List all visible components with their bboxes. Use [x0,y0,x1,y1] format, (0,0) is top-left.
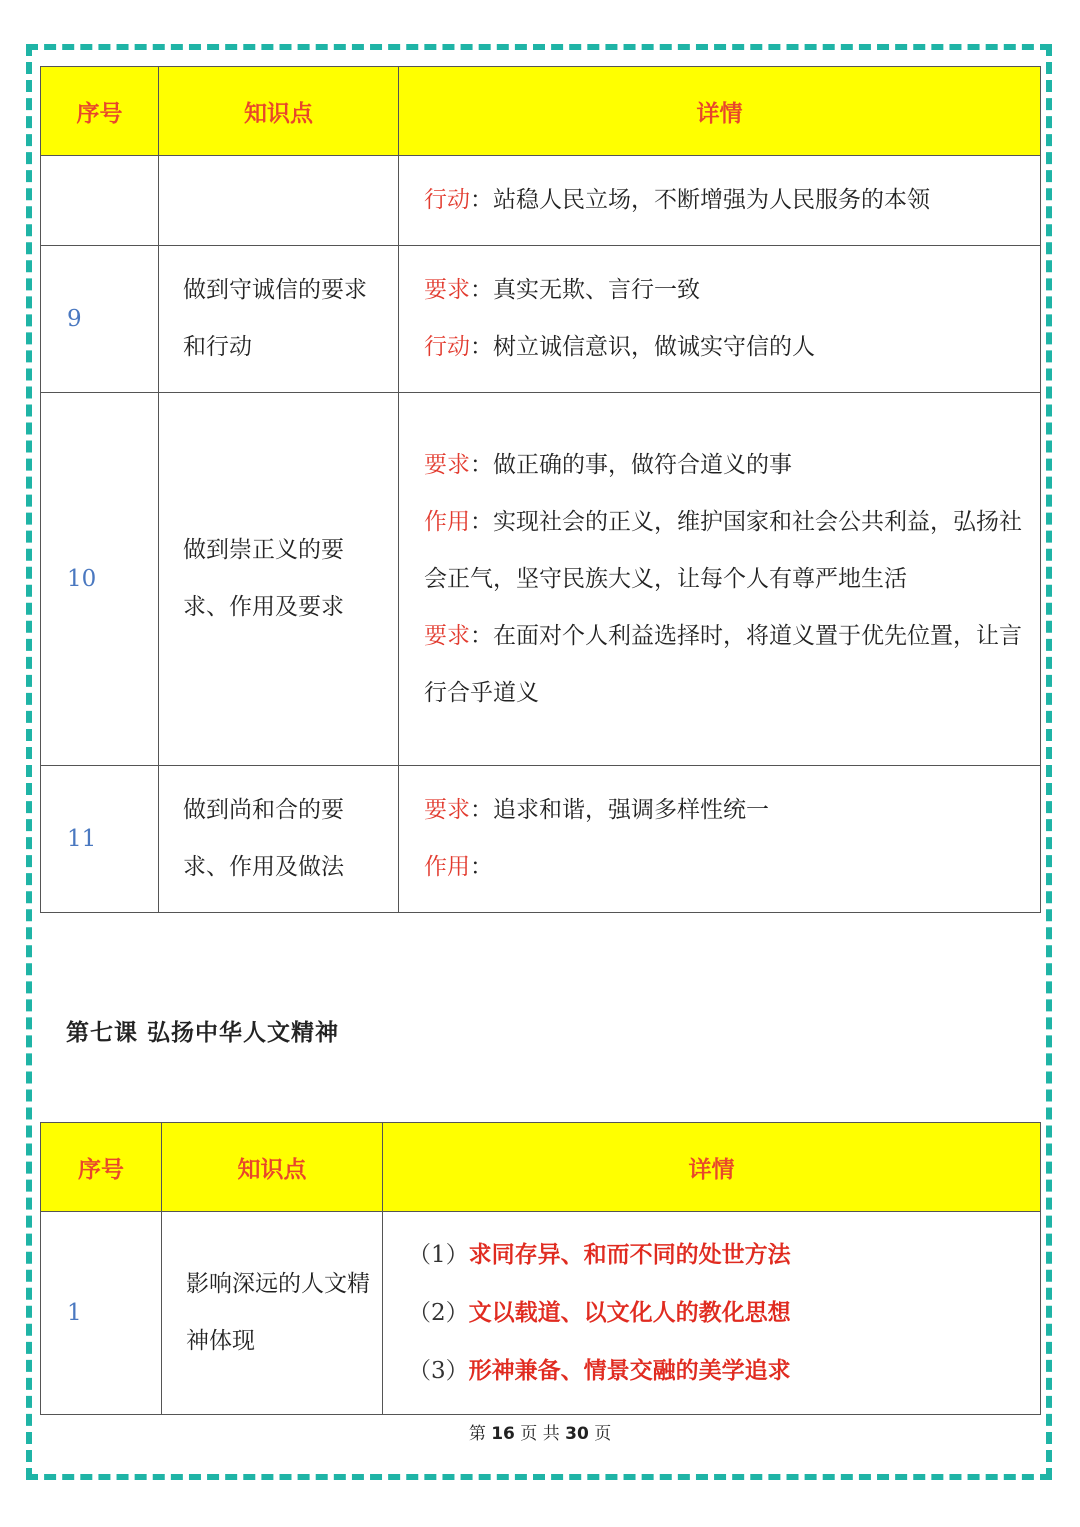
detail-label: 要求 [424,277,470,303]
row-detail [399,246,1041,393]
table-row [41,766,1041,913]
detail-label: 要求 [424,622,470,649]
row-detail [399,766,1041,913]
header-seq: 序号 [41,1123,162,1212]
header-seq: 序号 [41,67,159,156]
row-seq [41,156,159,246]
detail-label: 作用 [424,854,470,880]
row-detail [399,156,1041,246]
table-row [41,246,1041,393]
row-point: 做到尚和合的要求、作用及做法 [159,766,399,913]
detail-text: ：追求和谐，强调多样性统一 [470,797,769,823]
detail-text: ：做正确的事，做符合道义的事 [470,451,792,478]
header-point: 知识点 [159,67,399,156]
table-row [41,393,1041,766]
detail-label: 要求 [424,797,470,823]
row-point: 做到守诚信的要求和行动 [159,246,399,393]
item-number: （2） [408,1300,469,1326]
table-header-row [41,67,1041,156]
row-seq: 11 [41,766,159,913]
row-detail [383,1212,1041,1415]
footer-current-page: 16 [491,1424,515,1444]
header-detail: 详情 [383,1123,1041,1212]
item-number: （3） [408,1358,469,1384]
row-seq: 10 [41,393,159,766]
detail-text: ：真实无欺、言行一致 [470,277,700,303]
detail-text: ：树立诚信意识，做诚实守信的人 [470,334,815,360]
table-header-row [41,1123,1041,1212]
item-text: 求同存异、和而不同的处世方法 [468,1241,791,1268]
detail-text: ：站稳人民立场，不断增强为人民服务的本领 [470,187,930,213]
item-number: （1） [408,1242,469,1268]
row-point: 影响深远的人文精神体现 [162,1212,383,1415]
table-row [41,156,1041,246]
footer-mid: 页 共 [520,1424,560,1444]
table-row [41,1212,1041,1415]
knowledge-table-2 [40,1122,1041,1415]
detail-text: ： [470,854,493,880]
row-point: 做到崇正义的要求、作用及要求 [159,393,399,766]
row-seq: 1 [41,1212,162,1415]
row-point [159,156,399,246]
detail-label: 行动 [424,334,470,360]
footer-total-pages: 30 [565,1424,589,1444]
detail-label: 要求 [424,451,470,478]
section-heading: 第七课 弘扬中华人文精神 [66,1019,340,1046]
footer-pre: 第 [468,1424,486,1444]
item-text: 形神兼备、情景交融的美学追求 [468,1357,791,1384]
page-footer [0,1419,1080,1444]
detail-text: ：在面对个人利益选择时，将道义置于优先位置，让言行合乎道义 [424,622,1022,706]
detail-label: 行动 [424,187,470,213]
footer-post: 页 [594,1424,612,1444]
knowledge-table-1 [40,66,1041,913]
header-point: 知识点 [162,1123,383,1212]
item-text: 文以载道、以文化人的教化思想 [468,1299,791,1326]
detail-label: 作用 [424,508,470,535]
detail-text: ：实现社会的正义，维护国家和社会公共利益，弘扬社会正气，坚守民族大义，让每个人有尊严地生活 [424,508,1022,592]
row-detail [399,393,1041,766]
row-seq: 9 [41,246,159,393]
header-detail: 详情 [399,67,1041,156]
